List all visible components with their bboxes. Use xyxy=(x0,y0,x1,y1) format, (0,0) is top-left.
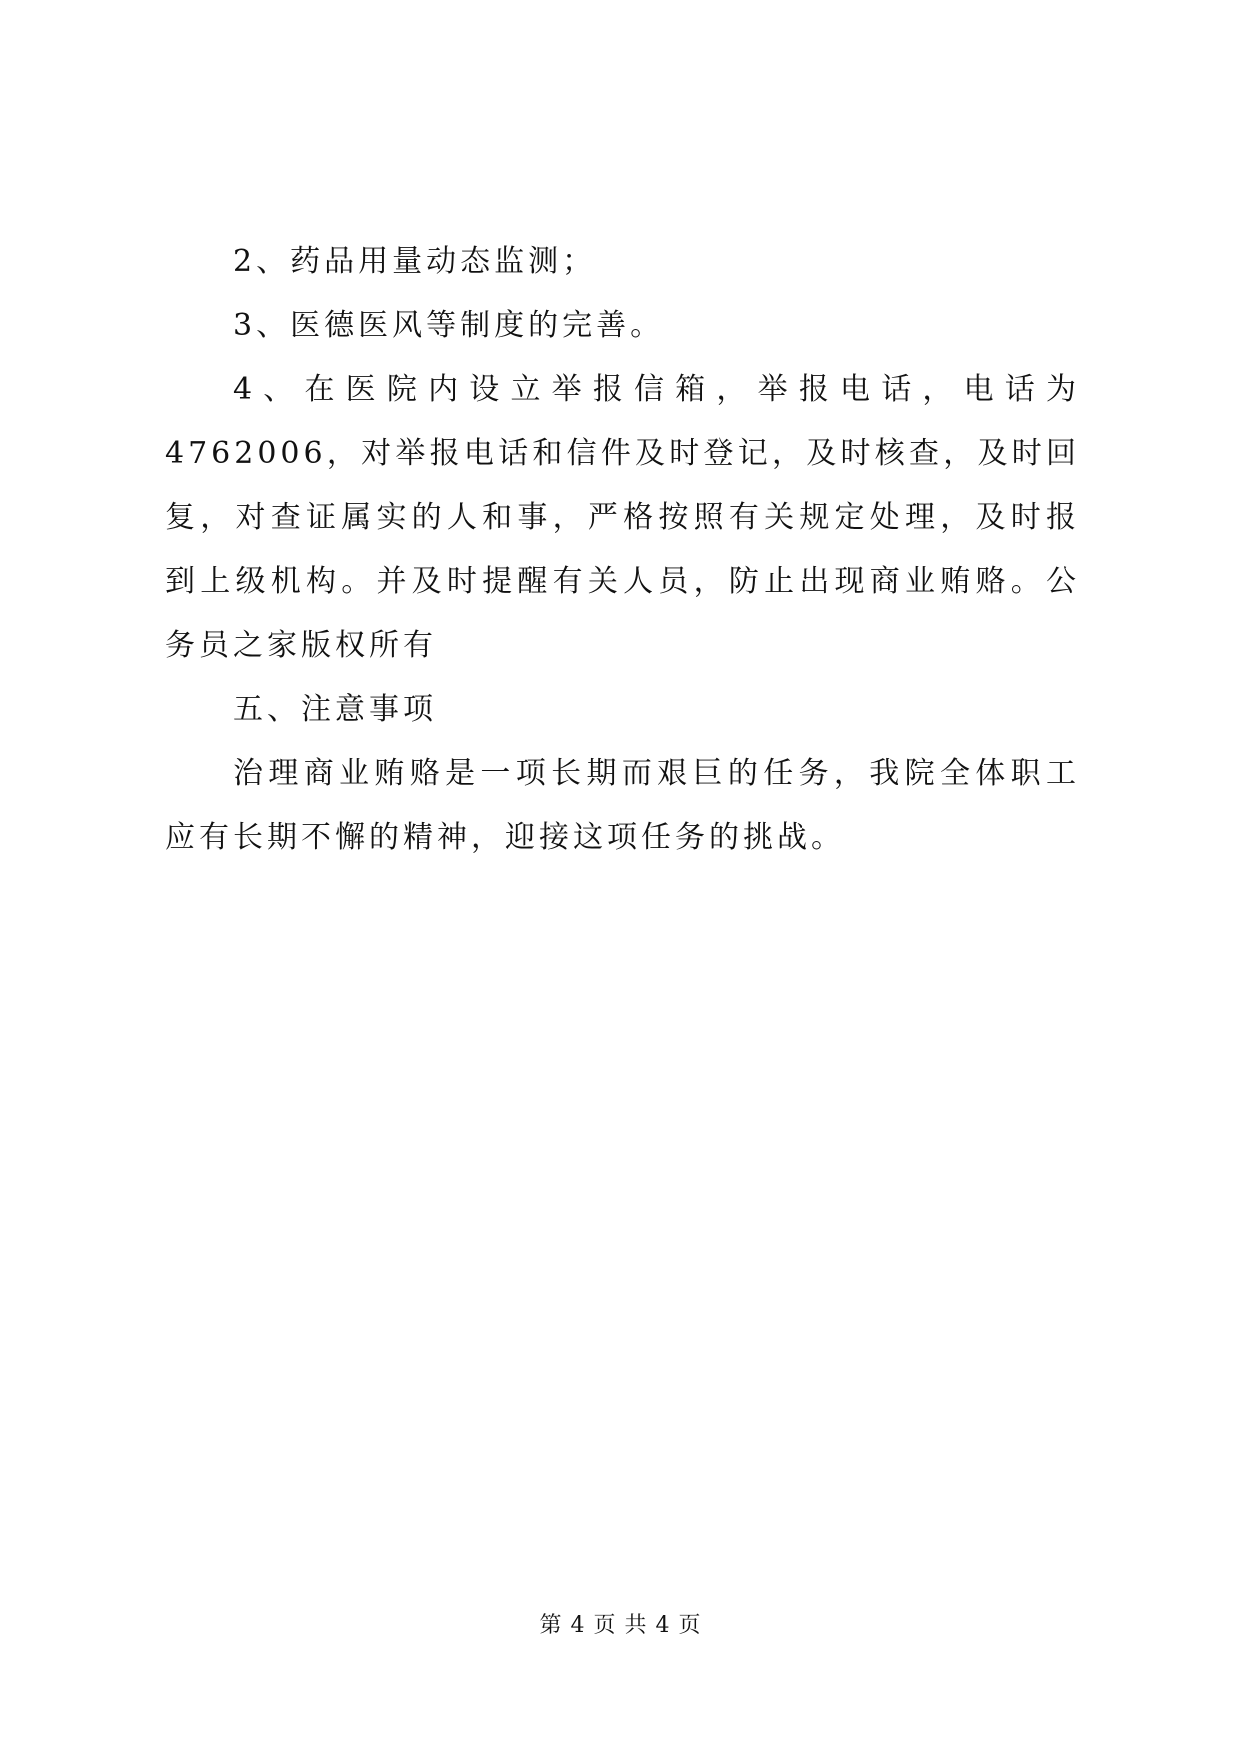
section-heading-notes: 五、注意事项 xyxy=(233,692,437,727)
paragraph-item-4: 4、在医院内设立举报信箱，举报电话，电话为 4762006，对举报电话和信件及时登记，及时核查，及时回复，对查证属实的人和事，严格按照有关规定处理，及时报到上级机构。并及时提醒有关人员，防止出现商业贿赂。公务员之家版权所有 xyxy=(165,372,1080,663)
page-footer: 第 4 页 共 4 页 xyxy=(539,1613,702,1638)
paragraph-item-3: 3、医德医风等制度的完善。 xyxy=(233,308,665,343)
paragraph-conclusion: 治理商业贿赂是一项长期而艰巨的任务，我院全体职工应有长期不懈的精神，迎接这项任务的挑战。 xyxy=(165,756,1080,855)
document-body xyxy=(165,230,1080,870)
paragraph-item-2: 2、药品用量动态监测； xyxy=(233,244,597,279)
